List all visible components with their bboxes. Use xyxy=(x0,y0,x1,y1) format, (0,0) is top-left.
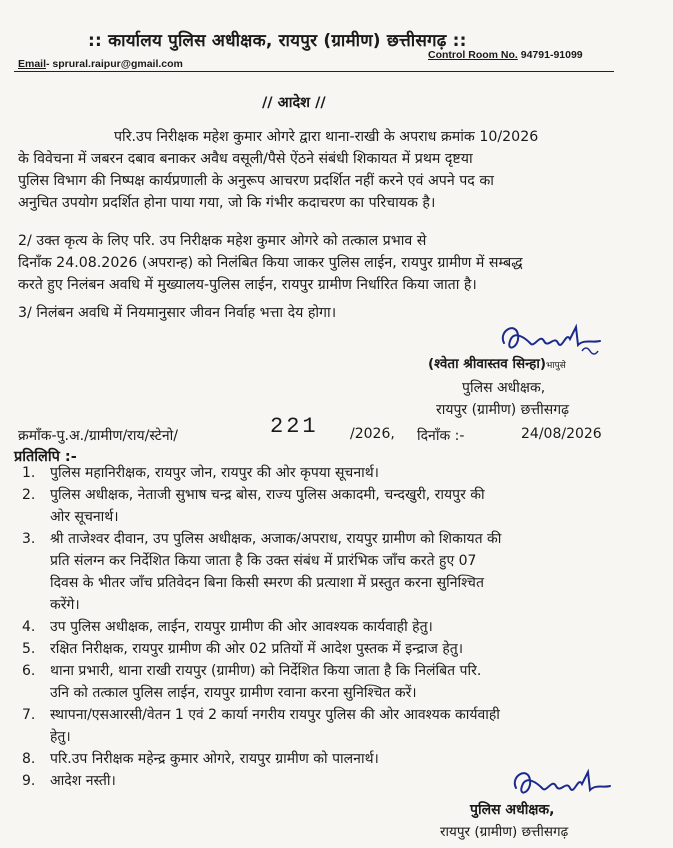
control-room-value: 94791-91099 xyxy=(517,49,583,61)
paragraph-line: परि.उप निरीक्षक महेश कुमार ओगरे द्वारा थाना-राखी के अपराध क्रमांक 10/2026 xyxy=(114,129,539,145)
copy-list-text xyxy=(50,704,622,748)
copy-list-number: 1. xyxy=(22,465,36,481)
copy-list-item xyxy=(22,660,622,704)
copy-list-line: पुलिस अधीक्षक, नेताजी सुभाष चन्द्र बोस, राज्य पुलिस अकादमी, चन्दखुरी, रायपुर की xyxy=(50,487,485,503)
copy-list-line: स्थापना/एसआरसी/वेतन 1 एवं 2 कार्या नगरीय रायपुर पुलिस की ओर आवश्यक कार्यवाही xyxy=(50,707,500,723)
copy-list-text xyxy=(50,462,622,484)
copy-list-line: उप पुलिस अधीक्षक, लाईन, रायपुर ग्रामीण की ओर आवश्यक कार्यवाही हेतु। xyxy=(50,619,433,635)
copy-list-line: हेतु। xyxy=(50,729,71,745)
copy-list-number: 2. xyxy=(22,487,36,503)
copy-list-item xyxy=(22,462,622,484)
paragraph-line: 3/ निलंबन अवधि में नियमानुसार जीवन निर्वाह भत्ता देय होगा। xyxy=(18,305,337,321)
reference-year: /2026, xyxy=(350,426,395,442)
paragraph-line: करते हुए निलंबन अवधि में मुख्यालय-पुलिस लाईन, रायपुर ग्रामीण निर्धारित किया जाता है। xyxy=(18,277,477,293)
copy-list-number: 8. xyxy=(22,751,36,767)
control-room-number xyxy=(428,49,583,61)
email-line xyxy=(18,58,183,70)
copy-list-line: करेंगे। xyxy=(50,597,80,613)
email-value: - sprural.raipur@gmail.com xyxy=(46,58,183,70)
copy-list-item xyxy=(22,616,622,638)
copy-list-text xyxy=(50,660,622,704)
order-title: // आदेश // xyxy=(262,95,326,111)
copy-list-number: 9. xyxy=(22,773,36,789)
footer-designation: पुलिस अधीक्षक, xyxy=(470,802,555,818)
copy-list-line: श्री ताजेश्वर दीवान, उप पुलिस अधीक्षक, अजाक/अपराध, रायपुर ग्रामीण को शिकायत की xyxy=(50,531,502,547)
copy-list-text xyxy=(50,638,622,660)
copy-list-line: पुलिस महानिरीक्षक, रायपुर जोन, रायपुर की ओर कृपया सूचनार्थ। xyxy=(50,465,379,481)
copy-list-line: दिवस के भीतर जाँच प्रतिवेदन बिना किसी स्मरण की प्रत्याशा में प्रस्तुत करना सुनिश्चित xyxy=(50,575,484,591)
reference-prefix: क्रमाँक-पु.अ./ग्रामीण/राय/स्टेनो/ xyxy=(18,428,178,444)
copy-list-text xyxy=(50,528,622,616)
copy-list-number: 6. xyxy=(22,663,36,679)
copy-list-text xyxy=(50,484,622,528)
copy-list-line: आदेश नस्ती। xyxy=(50,773,116,789)
footer-office: रायपुर (ग्रामीण) छत्तीसगढ़ xyxy=(440,824,569,840)
control-room-label: Control Room No. xyxy=(428,49,518,61)
signer-name-text: (श्वेता श्रीवास्तव सिन्हा) xyxy=(428,356,547,372)
copy-list-number: 5. xyxy=(22,641,36,657)
paragraph-2 xyxy=(18,230,622,296)
copy-list-item xyxy=(22,484,622,528)
reference-date: 24/08/2026 xyxy=(521,426,602,442)
copy-list-line: थाना प्रभारी, थाना राखी रायपुर (ग्रामीण) को निर्देशित किया जाता है कि निलंबित परि. xyxy=(50,663,482,679)
paragraph-line: के विवेचना में जबरन दबाव बनाकर अवैध वसूली/पैसे ऐंठने संबंधी शिकायत में प्रथम दृष्टया xyxy=(18,151,473,167)
paragraph-line: 2/ उक्त कृत्य के लिए परि. उप निरीक्षक महेश कुमार ओगरे को तत्काल प्रभाव से xyxy=(18,233,427,249)
office-title: :: कार्यालय पुलिस अधीक्षक, रायपुर (ग्रामीण) छत्तीसगढ़ :: xyxy=(88,31,467,51)
paragraph-line: पुलिस विभाग की निष्पक्ष कार्यप्रणाली के अनुरूप आचरण प्रदर्शित नहीं करने एवं अपने पद का xyxy=(18,173,494,189)
paragraph-1 xyxy=(18,126,622,214)
copy-heading: प्रतिलिपि :- xyxy=(14,449,77,465)
copy-list-number: 3. xyxy=(22,531,36,547)
copy-list-item xyxy=(22,638,622,660)
copy-list xyxy=(22,462,622,792)
copy-list-line: प्रति संलग्न कर निर्देशित किया जाता है कि उक्त संबंध में प्रारंभिक जाँच करते हुए 07 xyxy=(50,553,477,569)
reference-date-label: दिनाँक :- xyxy=(417,428,465,444)
reference-number: 221 xyxy=(270,414,319,439)
copy-list-line: उनि को तत्काल पुलिस लाईन, रायपुर ग्रामीण रवाना करना सुनिश्चित करें। xyxy=(50,685,417,701)
copy-list-item xyxy=(22,528,622,616)
signer-name-suffix: भापुसे xyxy=(546,361,566,371)
copy-list-item xyxy=(22,704,622,748)
email-label: Email xyxy=(18,58,47,70)
signer-designation: पुलिस अधीक्षक, xyxy=(462,380,546,396)
copy-list-line: परि.उप निरीक्षक महेन्द्र कुमार ओगरे, रायपुर ग्रामीण को पालनार्थ। xyxy=(50,751,379,767)
signer-office: रायपुर (ग्रामीण) छत्तीसगढ़ xyxy=(436,402,569,418)
copy-list-line: ओर सूचनार्थ। xyxy=(50,509,119,525)
paragraph-line: अनुचित उपयोग प्रदर्शित होना पाया गया, जो कि गंभीर कदाचरण का परिचायक है। xyxy=(18,195,436,211)
copy-list-text xyxy=(50,616,622,638)
paragraph-line: दिनाँक 24.08.2026 (अपरान्ह) को निलंबित किया जाकर पुलिस लाईन, रायपुर ग्रामीण में सम्बद्ध xyxy=(18,255,523,271)
copy-list-number: 4. xyxy=(22,619,36,635)
header-divider xyxy=(14,71,614,72)
copy-list-line: रक्षित निरीक्षक, रायपुर ग्रामीण की ओर 02 प्रतियों में आदेश पुस्तक में इन्द्राज हेतु। xyxy=(50,641,464,657)
signer-name xyxy=(428,354,566,372)
copy-list-number: 7. xyxy=(22,707,36,723)
